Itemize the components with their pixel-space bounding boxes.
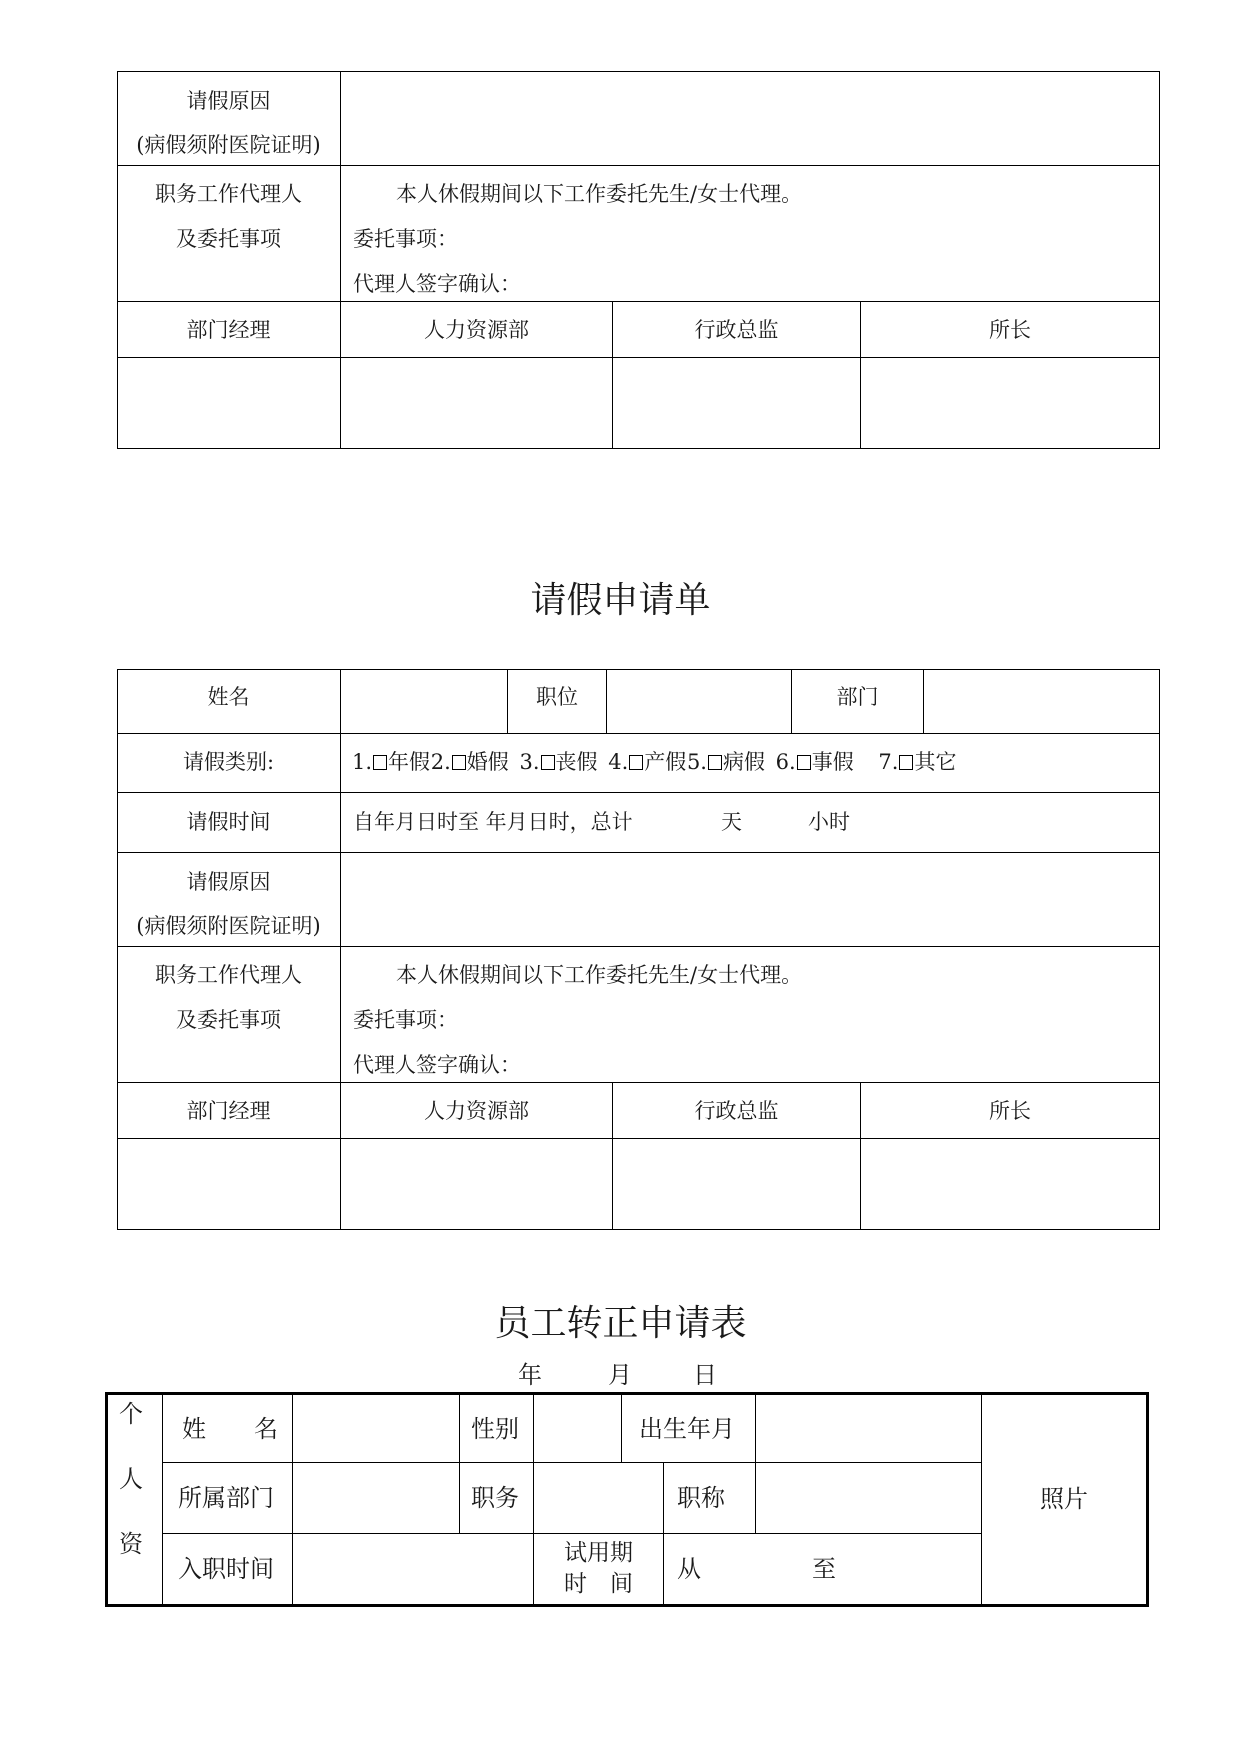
leave-type-options xyxy=(352,748,956,776)
table-border xyxy=(1159,71,1160,449)
sign-header-director: 所长 xyxy=(989,1099,1031,1123)
option-number: 6. xyxy=(775,750,796,774)
checkbox[interactable] xyxy=(452,755,466,770)
table-border xyxy=(621,1394,622,1463)
checkbox[interactable] xyxy=(373,755,387,770)
section-label-char: 人 xyxy=(119,1465,143,1493)
sign-header-admin-director: 行政总监 xyxy=(694,318,779,342)
name-field[interactable] xyxy=(341,670,507,733)
leave-type-option[interactable] xyxy=(878,750,956,774)
table-border xyxy=(117,301,1160,302)
table-border xyxy=(117,946,1160,947)
reason-label: 请假原因 xyxy=(186,870,271,894)
department-label: 所属部门 xyxy=(178,1484,274,1512)
sign-field-dept-manager[interactable] xyxy=(118,358,340,448)
sign-field-hr[interactable] xyxy=(341,1139,612,1229)
option-label: 丧假 xyxy=(555,750,598,774)
birth-date-field[interactable] xyxy=(756,1395,981,1462)
sign-field-dept-manager[interactable] xyxy=(118,1139,340,1229)
sign-field-director[interactable] xyxy=(861,358,1159,448)
sign-header-dept-manager: 部门经理 xyxy=(186,318,271,342)
section-label-char: 个 xyxy=(119,1400,143,1428)
table-border xyxy=(162,1533,982,1534)
leave-time-hours-unit: 小时 xyxy=(808,810,850,834)
leave-type-option[interactable] xyxy=(608,750,686,774)
birth-date-label: 出生年月 xyxy=(639,1415,735,1443)
photo-label: 照片 xyxy=(1040,1485,1088,1513)
agent-label-2: 及委托事项 xyxy=(176,227,281,251)
agent-signature-label: 代理人签字确认： xyxy=(353,1053,521,1077)
photo-area[interactable] xyxy=(982,1395,1146,1604)
agent-statement: 本人休假期间以下工作委托先生/女士代理。 xyxy=(396,963,803,987)
date-month-label: 月 xyxy=(608,1361,632,1389)
job-title-field[interactable] xyxy=(756,1463,981,1533)
probation-label-2: 时 间 xyxy=(564,1571,633,1597)
table-border xyxy=(1159,669,1160,1230)
table-border xyxy=(459,1394,460,1534)
reason-field[interactable] xyxy=(341,72,1159,165)
checkbox[interactable] xyxy=(899,755,913,770)
entrusted-matters-label: 委托事项： xyxy=(353,1008,458,1032)
table-border xyxy=(117,1229,1160,1230)
agent-label-2: 及委托事项 xyxy=(176,1008,281,1032)
leave-type-option[interactable] xyxy=(687,750,765,774)
position-field[interactable] xyxy=(607,670,791,733)
gender-field[interactable] xyxy=(534,1395,621,1462)
reason-note: (病假须附医院证明) xyxy=(136,914,321,938)
leave-type-label: 请假类别: xyxy=(182,750,275,774)
leave-time-days-unit: 天 xyxy=(721,810,742,834)
job-title-label: 职称 xyxy=(677,1484,725,1512)
option-label: 事假 xyxy=(811,750,854,774)
table-border xyxy=(117,165,1160,166)
department-label: 部门 xyxy=(836,685,879,709)
agent-label: 职务工作代理人 xyxy=(155,963,302,987)
join-date-field[interactable] xyxy=(293,1534,533,1604)
sign-header-director: 所长 xyxy=(989,318,1031,342)
option-number: 7. xyxy=(878,750,899,774)
probation-to-label: 至 xyxy=(812,1555,836,1583)
option-number: 3. xyxy=(519,750,540,774)
reason-field[interactable] xyxy=(341,853,1159,946)
probation-from-label: 从 xyxy=(677,1555,701,1583)
option-number: 4. xyxy=(608,750,629,774)
checkbox[interactable] xyxy=(797,755,811,770)
name-field[interactable] xyxy=(293,1395,459,1462)
sign-field-hr[interactable] xyxy=(341,358,612,448)
probation-label: 试用期 xyxy=(564,1540,633,1566)
date-year-label: 年 xyxy=(518,1361,542,1389)
sign-field-admin-director[interactable] xyxy=(613,1139,860,1229)
leave-type-option[interactable] xyxy=(352,750,430,774)
join-date-label: 入职时间 xyxy=(178,1555,274,1583)
section-label-char: 资 xyxy=(119,1530,143,1558)
name-label: 姓名 xyxy=(207,685,250,709)
table-border xyxy=(117,733,1160,734)
option-label: 产假 xyxy=(644,750,687,774)
reason-label: 请假原因 xyxy=(186,89,271,113)
option-label: 婚假 xyxy=(466,750,509,774)
department-field[interactable] xyxy=(924,670,1159,733)
agent-label: 职务工作代理人 xyxy=(155,182,302,206)
sign-header-hr: 人力资源部 xyxy=(424,318,529,342)
entrusted-matters-label: 委托事项： xyxy=(353,227,458,251)
agent-statement: 本人休假期间以下工作委托先生/女士代理。 xyxy=(396,182,803,206)
option-label: 年假 xyxy=(388,750,431,774)
sign-header-hr: 人力资源部 xyxy=(424,1099,529,1123)
table-border xyxy=(117,448,1160,449)
sign-field-director[interactable] xyxy=(861,1139,1159,1229)
department-field[interactable] xyxy=(293,1463,459,1533)
agent-signature-label: 代理人签字确认： xyxy=(353,272,521,296)
sign-header-admin-director: 行政总监 xyxy=(694,1099,779,1123)
checkbox[interactable] xyxy=(629,755,643,770)
option-number: 5. xyxy=(686,750,707,774)
sign-header-dept-manager: 部门经理 xyxy=(186,1099,271,1123)
checkbox[interactable] xyxy=(541,755,555,770)
checkbox[interactable] xyxy=(708,755,722,770)
leave-time-text: 自年月日时至 年月日时，总计 xyxy=(353,810,633,834)
leave-type-option[interactable] xyxy=(776,750,854,774)
option-label: 其它 xyxy=(914,750,957,774)
leave-type-option[interactable] xyxy=(431,750,509,774)
option-label: 病假 xyxy=(722,750,765,774)
option-number: 2. xyxy=(430,750,451,774)
table-border xyxy=(105,1604,1149,1607)
leave-form-title: 请假申请单 xyxy=(530,580,711,621)
table-border xyxy=(1146,1392,1149,1607)
table-border xyxy=(117,792,1160,793)
reason-note: (病假须附医院证明) xyxy=(136,133,321,157)
table-border xyxy=(117,1082,1160,1083)
table-border xyxy=(105,1392,108,1607)
confirm-form-title: 员工转正申请表 xyxy=(494,1303,747,1344)
gender-label: 性别 xyxy=(471,1415,519,1443)
date-day-label: 日 xyxy=(693,1361,717,1389)
leave-type-option[interactable] xyxy=(519,750,597,774)
option-number: 1. xyxy=(352,750,373,774)
name-label: 姓 名 xyxy=(182,1415,278,1443)
table-border xyxy=(663,1462,664,1605)
sign-field-admin-director[interactable] xyxy=(613,358,860,448)
duty-field[interactable] xyxy=(534,1463,663,1533)
position-label: 职位 xyxy=(536,685,578,709)
table-border xyxy=(162,1394,163,1605)
leave-time-label: 请假时间 xyxy=(186,810,271,834)
duty-label: 职务 xyxy=(471,1484,519,1512)
